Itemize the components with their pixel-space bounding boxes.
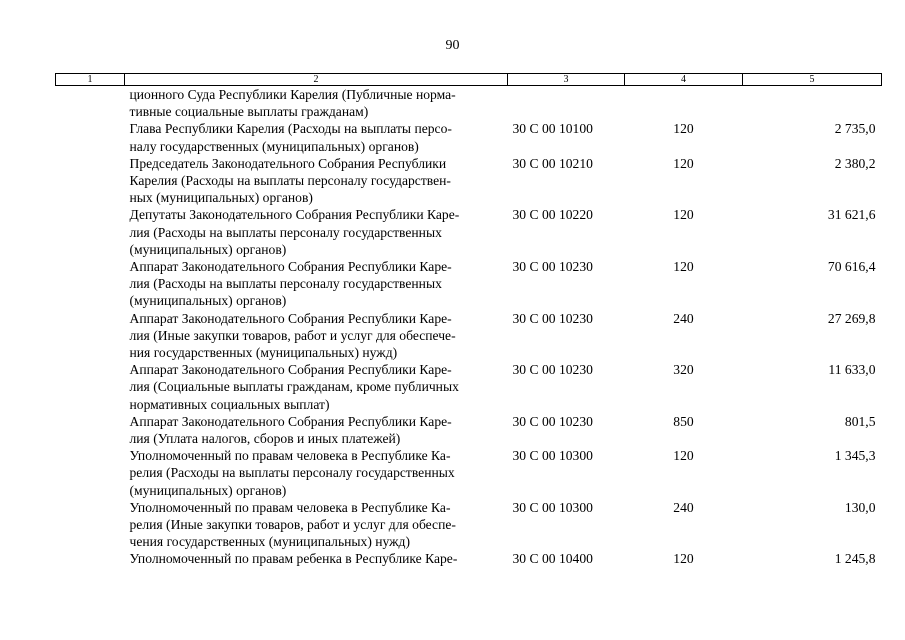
cell-code <box>56 499 125 551</box>
cell-amount: 70 616,4 <box>827 259 876 275</box>
name-line: Депутаты Законодательного Собрания Республики Каре- <box>129 207 460 223</box>
name-line: лия (Уплата налогов, сборов и иных платежей) <box>129 431 401 447</box>
name-line: налу государственных (муниципальных) органов) <box>129 138 419 154</box>
header-col-2: 2 <box>125 74 508 86</box>
name-line: ния государственных (муниципальных) нужд) <box>129 345 398 361</box>
name-line: (муниципальных) органов) <box>129 241 287 257</box>
name-line: лия (Расходы на выплаты персоналу государственных <box>129 276 442 292</box>
name-line: ных (муниципальных) органов) <box>129 190 313 206</box>
cell-expense-type: 120 <box>673 207 694 223</box>
cell-amount <box>743 86 882 121</box>
cell-expense-type <box>625 86 743 121</box>
cell-expense-type: 320 <box>673 362 694 378</box>
cell-target-article: 30 С 00 10230 <box>512 310 593 326</box>
cell-target-article: 30 С 00 10220 <box>512 207 593 223</box>
cell-amount: 31 621,6 <box>827 207 876 223</box>
cell-expense-type: 120 <box>673 448 694 464</box>
cell-amount: 2 380,2 <box>834 155 876 171</box>
name-line: Глава Республики Карелия (Расходы на выплаты персо- <box>129 121 452 137</box>
name-line: Аппарат Законодательного Собрания Республики Каре- <box>129 259 452 275</box>
cell-code <box>56 155 125 207</box>
cell-code <box>56 550 125 567</box>
table-row <box>56 550 882 567</box>
table-row <box>56 86 882 121</box>
cell-code <box>56 361 125 413</box>
cell-code <box>56 413 125 447</box>
header-col-1: 1 <box>56 74 125 86</box>
name-line: нормативных социальных выплат) <box>129 396 330 412</box>
name-line: тивные социальные выплаты гражданам) <box>129 104 369 120</box>
cell-code <box>56 447 125 499</box>
table-row <box>56 310 882 362</box>
cell-target-article: 30 С 00 10300 <box>512 448 593 464</box>
cell-code <box>56 86 125 121</box>
cell-code <box>56 310 125 362</box>
cell-name <box>125 310 508 362</box>
header-col-5: 5 <box>743 74 882 86</box>
cell-target-article: 30 С 00 10230 <box>512 413 593 429</box>
cell-expense-type: 120 <box>673 259 694 275</box>
name-line: релия (Расходы на выплаты персоналу государственных <box>129 465 455 481</box>
name-line: Аппарат Законодательного Собрания Республики Каре- <box>129 413 452 429</box>
name-line: лия (Социальные выплаты гражданам, кроме публичных <box>129 379 459 395</box>
cell-name <box>125 550 508 567</box>
cell-target-article: 30 С 00 10230 <box>512 259 593 275</box>
table-row <box>56 120 882 154</box>
name-line: чения государственных (муниципальных) нужд) <box>129 534 411 550</box>
page-number: 90 <box>445 38 460 53</box>
cell-expense-type: 850 <box>673 413 694 429</box>
cell-amount: 130,0 <box>844 499 876 515</box>
cell-amount: 801,5 <box>844 413 876 429</box>
table-row <box>56 206 882 258</box>
table-header-row <box>56 74 882 86</box>
cell-amount: 1 245,8 <box>834 551 876 567</box>
name-line: Уполномоченный по правам человека в Республике Ка- <box>129 448 451 464</box>
table-row <box>56 361 882 413</box>
cell-name <box>125 120 508 154</box>
cell-target-article: 30 С 00 10400 <box>512 551 593 567</box>
table-row <box>56 155 882 207</box>
cell-expense-type: 120 <box>673 551 694 567</box>
cell-name <box>125 155 508 207</box>
cell-target-article <box>508 86 625 121</box>
name-line: Карелия (Расходы на выплаты персоналу государствен- <box>129 173 451 189</box>
cell-name <box>125 361 508 413</box>
cell-amount: 27 269,8 <box>827 310 876 326</box>
cell-expense-type: 240 <box>673 310 694 326</box>
cell-name <box>125 413 508 447</box>
cell-name <box>125 258 508 310</box>
table-row <box>56 499 882 551</box>
cell-amount: 2 735,0 <box>834 121 876 137</box>
cell-target-article: 30 С 00 10100 <box>512 121 593 137</box>
cell-code <box>56 206 125 258</box>
name-line: Аппарат Законодательного Собрания Республики Каре- <box>129 310 452 326</box>
cell-name <box>125 206 508 258</box>
table-body <box>56 86 882 568</box>
name-line: лия (Иные закупки товаров, работ и услуг для обеспече- <box>129 327 456 343</box>
header-col-3: 3 <box>508 74 625 86</box>
budget-table <box>55 73 882 568</box>
table-row <box>56 413 882 447</box>
name-line: Председатель Законодательного Собрания Республики <box>129 155 447 171</box>
name-line: (муниципальных) органов) <box>129 482 287 498</box>
name-line: Аппарат Законодательного Собрания Республики Каре- <box>129 362 452 378</box>
name-line: лия (Расходы на выплаты персоналу государственных <box>129 224 442 240</box>
cell-code <box>56 120 125 154</box>
cell-code <box>56 258 125 310</box>
name-line: ционного Суда Республики Карелия (Публичные норма- <box>129 87 456 102</box>
name-line: релия (Иные закупки товаров, работ и услуг для обеспе- <box>129 517 456 533</box>
table-row <box>56 447 882 499</box>
cell-expense-type: 240 <box>673 499 694 515</box>
cell-name <box>125 86 508 121</box>
cell-name <box>125 499 508 551</box>
name-line: Уполномоченный по правам ребенка в Республике Каре- <box>129 551 458 567</box>
cell-amount: 1 345,3 <box>834 448 876 464</box>
cell-target-article: 30 С 00 10230 <box>512 362 593 378</box>
table-row <box>56 258 882 310</box>
cell-expense-type: 120 <box>673 155 694 171</box>
cell-target-article: 30 С 00 10210 <box>512 155 593 171</box>
name-line: Уполномоченный по правам человека в Республике Ка- <box>129 499 451 515</box>
header-col-4: 4 <box>625 74 743 86</box>
name-line: (муниципальных) органов) <box>129 293 287 309</box>
cell-target-article: 30 С 00 10300 <box>512 499 593 515</box>
cell-name <box>125 447 508 499</box>
cell-amount: 11 633,0 <box>828 362 876 378</box>
cell-expense-type: 120 <box>673 121 694 137</box>
